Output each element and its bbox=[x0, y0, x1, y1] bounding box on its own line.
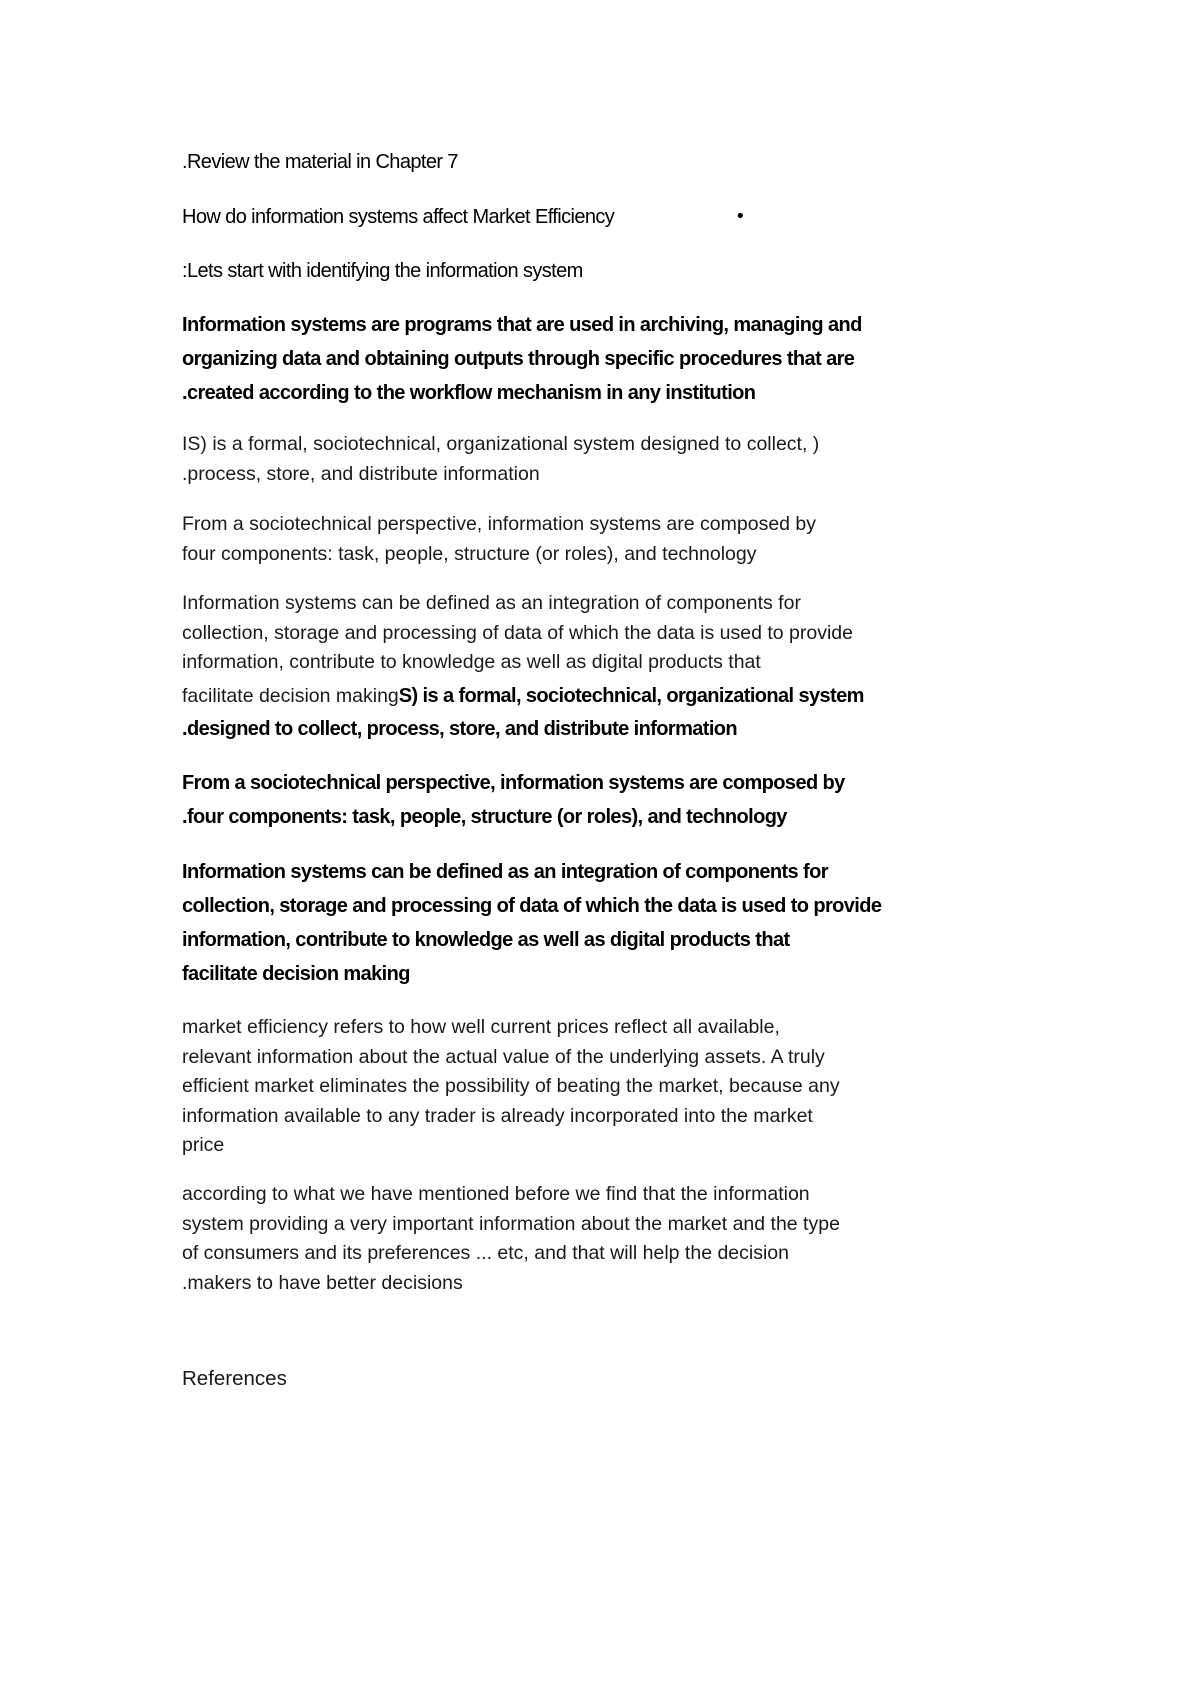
paragraph-line: From a sociotechnical perspective, information systems are composed by bbox=[182, 513, 817, 535]
paragraph-conclusion bbox=[182, 1180, 840, 1298]
paragraph-line: Information systems can be defined as an integration of components for bbox=[182, 861, 828, 883]
paragraph-sociotechnical-bold bbox=[182, 766, 845, 834]
heading-review: .Review the material in Chapter 7 bbox=[182, 151, 458, 173]
paragraph-integration bbox=[182, 589, 853, 678]
paragraph-line: information, contribute to knowledge as well as digital products that bbox=[182, 929, 790, 951]
references-heading: References bbox=[182, 1367, 287, 1390]
paragraph-line: efficient market eliminates the possibility of beating the market, because any bbox=[182, 1075, 840, 1097]
paragraph-line: relevant information about the actual value of the underlying assets. A truly bbox=[182, 1045, 825, 1068]
paragraph-line: price bbox=[182, 1134, 225, 1156]
paragraph-line: organizing data and obtaining outputs through specific procedures that are bbox=[182, 348, 855, 370]
paragraph-line: From a sociotechnical perspective, information systems are composed by bbox=[182, 772, 845, 794]
paragraph-programs bbox=[182, 308, 862, 410]
paragraph-line: collection, storage and processing of data of which the data is used to provide bbox=[182, 895, 882, 917]
paragraph-line: Information systems can be defined as an integration of components for bbox=[182, 592, 801, 614]
text-bold: S) is a formal, sociotechnical, organizational system bbox=[398, 685, 864, 707]
paragraph-mixed-line bbox=[182, 679, 864, 715]
paragraph-line: facilitate decision making bbox=[182, 963, 410, 985]
paragraph-designed: .designed to collect, process, store, and distribute information bbox=[182, 718, 738, 740]
text-regular: facilitate decision making bbox=[182, 685, 399, 707]
paragraph-line: market efficiency refers to how well current prices reflect all available, bbox=[182, 1016, 780, 1038]
paragraph-integration-bold bbox=[182, 855, 881, 991]
paragraph-line: IS) is a formal, sociotechnical, organizational system designed to collect, ) bbox=[182, 433, 820, 455]
heading-question: How do information systems affect Market Efficiency bbox=[182, 206, 615, 228]
paragraph-line: system providing a very important information about the market and the type bbox=[182, 1212, 840, 1235]
paragraph-line: Information systems are programs that are used in archiving, managing and bbox=[182, 314, 862, 336]
paragraph-line: information available to any trader is already incorporated into the market bbox=[182, 1104, 813, 1127]
paragraph-line: four components: task, people, structure (or roles), and technology bbox=[182, 542, 757, 565]
paragraph-line: according to what we have mentioned before we find that the information bbox=[182, 1183, 810, 1205]
paragraph-market-efficiency bbox=[182, 1013, 840, 1161]
paragraph-line: .four components: task, people, structure (or roles), and technology bbox=[182, 806, 787, 828]
heading-identify: :Lets start with identifying the information system bbox=[182, 260, 583, 282]
paragraph-line: of consumers and its preferences ... etc, and that will help the decision bbox=[182, 1242, 789, 1264]
paragraph-line: collection, storage and processing of data of which the data is used to provide bbox=[182, 621, 853, 644]
paragraph-is-definition bbox=[182, 430, 819, 489]
paragraph-line: .makers to have better decisions bbox=[182, 1271, 463, 1294]
bullet-point: • bbox=[735, 206, 746, 227]
paragraph-sociotechnical bbox=[182, 510, 816, 569]
paragraph-line: information, contribute to knowledge as well as digital products that bbox=[182, 651, 761, 673]
paragraph-line: .process, store, and distribute information bbox=[182, 462, 540, 485]
paragraph-line: .created according to the workflow mechanism in any institution bbox=[182, 382, 756, 404]
